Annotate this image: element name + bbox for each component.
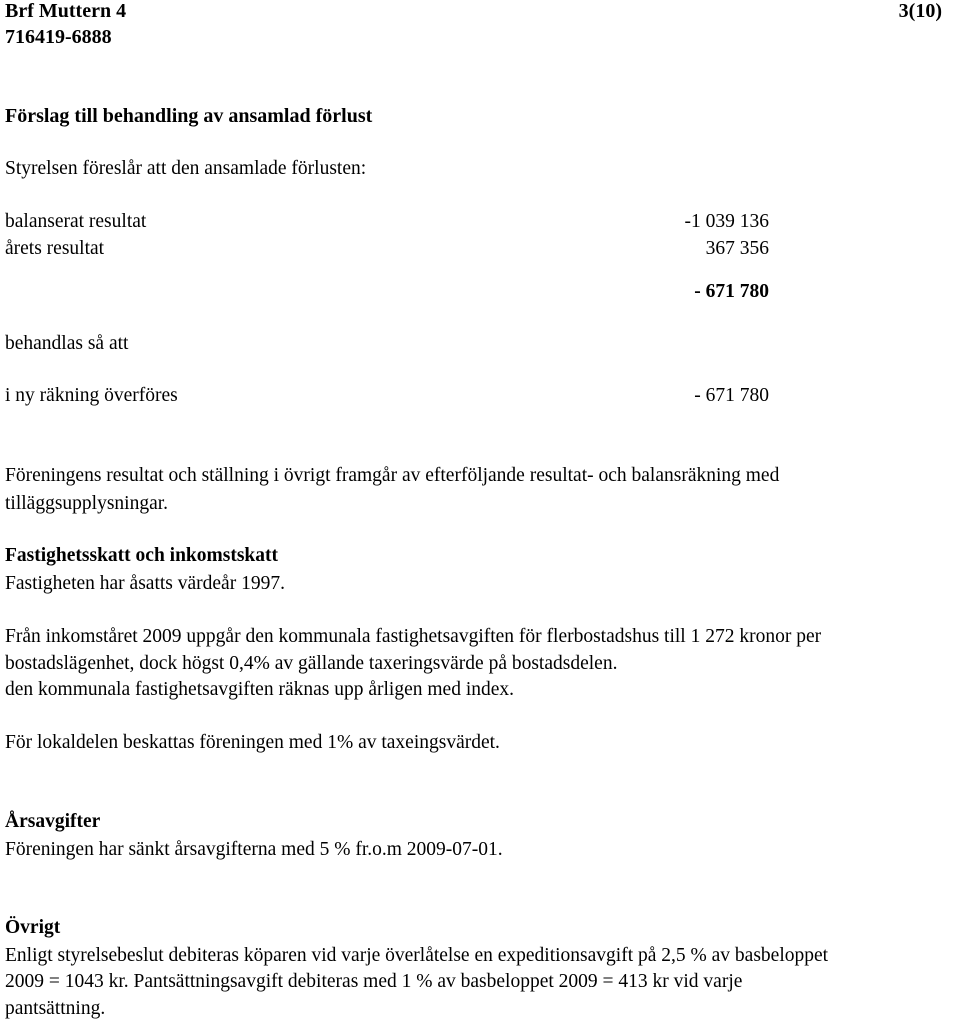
org-name: Brf Muttern 4	[5, 0, 127, 22]
retained-result-label: balanserat resultat	[5, 211, 147, 232]
page-number: 3(10)	[898, 0, 942, 22]
loss-proposal-intro: Styrelsen föreslår att den ansamlade förlusten:	[5, 158, 367, 179]
other-heading: Övrigt	[5, 917, 61, 938]
org-number: 716419-6888	[5, 26, 112, 48]
result-text-line-2: tilläggsupplysningar.	[5, 493, 169, 514]
other-line-2: 2009 = 1043 kr. Pantsättningsavgift debiteras med 1 % av basbeloppet 2009 = 413 kr vid varje	[5, 971, 743, 992]
retained-result-value: -1 039 136	[684, 211, 769, 232]
property-valuation-year: Fastigheten har åsatts värdeår 1997.	[5, 573, 285, 594]
year-result-label: årets resultat	[5, 238, 105, 259]
commercial-tax-text: För lokaldelen beskattas föreningen med 1% av taxeingsvärdet.	[5, 732, 500, 753]
property-fee-line-2: bostadslägenhet, dock högst 0,4% av gällande taxeringsvärde på bostadsdelen.	[5, 653, 618, 674]
carry-forward-label: i ny räkning överföres	[5, 385, 178, 406]
loss-proposal-heading: Förslag till behandling av ansamlad förlust	[5, 105, 373, 127]
annual-fees-heading: Årsavgifter	[5, 811, 101, 832]
other-line-1: Enligt styrelsebeslut debiteras köparen vid varje överlåtelse en expeditionsavgift på 2,5 % av basbeloppet	[5, 945, 829, 966]
loss-total: - 671 780	[694, 281, 769, 302]
result-text-line-1: Föreningens resultat och ställning i övrigt framgår av efterföljande resultat- och balansräkning med	[5, 465, 780, 486]
annual-fees-text: Föreningen har sänkt årsavgifterna med 5 % fr.o.m 2009-07-01.	[5, 839, 503, 860]
property-tax-heading: Fastighetsskatt och inkomstskatt	[5, 545, 279, 566]
other-line-3: pantsättning.	[5, 998, 106, 1019]
property-fee-line-1: Från inkomståret 2009 uppgår den kommunala fastighetsavgiften för flerbostadshus till 1 272 kronor per	[5, 626, 822, 647]
property-fee-line-3: den kommunala fastighetsavgiften räknas upp årligen med index.	[5, 679, 515, 700]
treated-label: behandlas så att	[5, 333, 129, 354]
carry-forward-value: - 671 780	[694, 385, 769, 406]
year-result-value: 367 356	[705, 238, 769, 259]
